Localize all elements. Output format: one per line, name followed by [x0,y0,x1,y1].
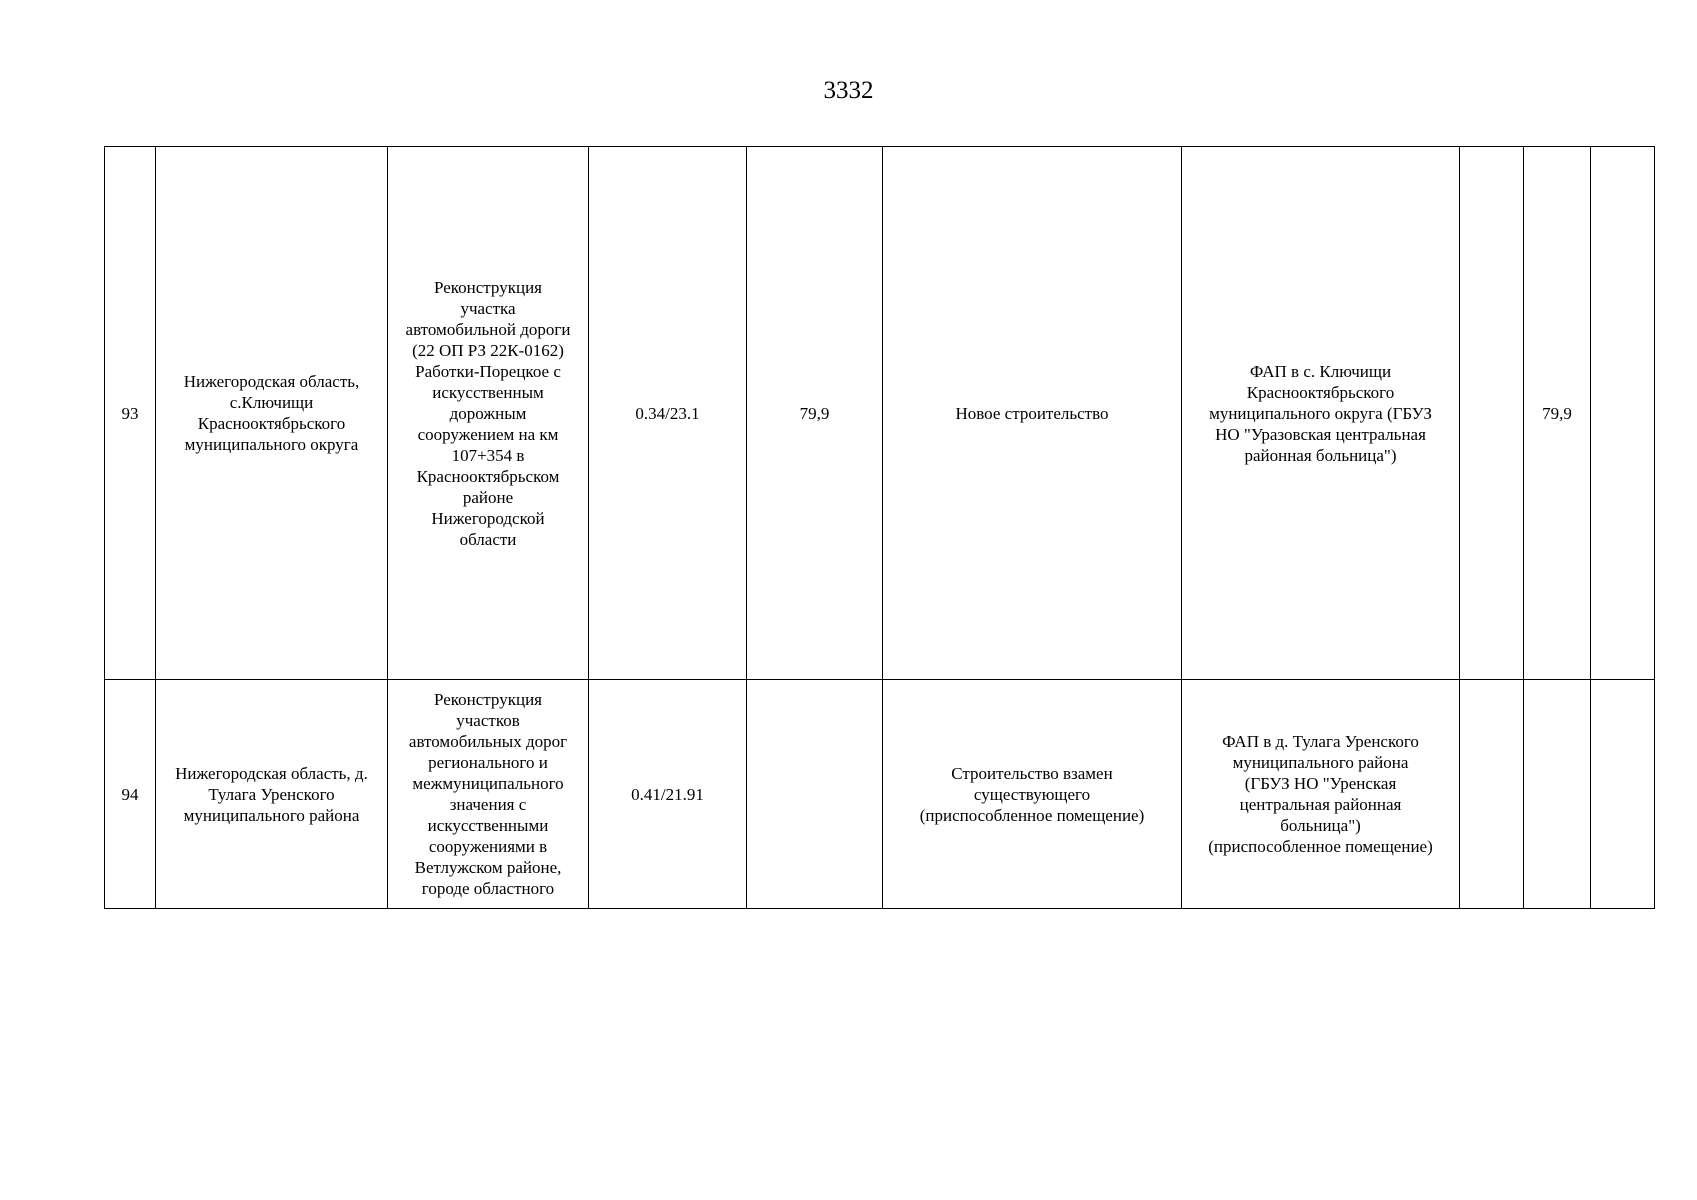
cell-col9 [1460,147,1524,680]
cell-project: Реконструкция участка автомобильной дороги (22 ОП РЗ 22К-0162) Работки-Порецкое с искусственным дорожным сооружением на км 107+354 в Краснооктябрьском районе Нижегородской области [388,147,589,680]
table-row [105,680,1655,909]
cell-project: Реконструкция участков автомобильных дорог регионального и межмуниципального значения с искусственными сооружениями в Ветлужском районе, городе областного [388,680,589,909]
table-row [105,147,1655,680]
cell-col11 [1591,680,1655,909]
cell-coords: 0.34/23.1 [589,147,747,680]
cell-number: 94 [105,680,156,909]
cell-col10 [1524,680,1591,909]
cell-col10: 79,9 [1524,147,1591,680]
cell-col11 [1591,147,1655,680]
cell-facility: ФАП в с. Ключищи Краснооктябрьского муниципального округа (ГБУЗ НО "Уразовская центральная районная больница") [1182,147,1460,680]
cell-facility: ФАП в д. Тулага Уренского муниципального района (ГБУЗ НО "Уренская центральная районная больница") (приспособленное помещение) [1182,680,1460,909]
cell-location: Нижегородская область, д. Тулага Уренского муниципального района [156,680,388,909]
cell-type: Строительство взамен существующего (приспособленное помещение) [883,680,1182,909]
cell-col9 [1460,680,1524,909]
cell-value: 79,9 [747,147,883,680]
facilities-table [104,146,1655,909]
cell-value [747,680,883,909]
cell-coords: 0.41/21.91 [589,680,747,909]
cell-type: Новое строительство [883,147,1182,680]
cell-number: 93 [105,147,156,680]
cell-location: Нижегородская область, с.Ключищи Краснооктябрьского муниципального округа [156,147,388,680]
page-number: 3332 [823,77,874,104]
